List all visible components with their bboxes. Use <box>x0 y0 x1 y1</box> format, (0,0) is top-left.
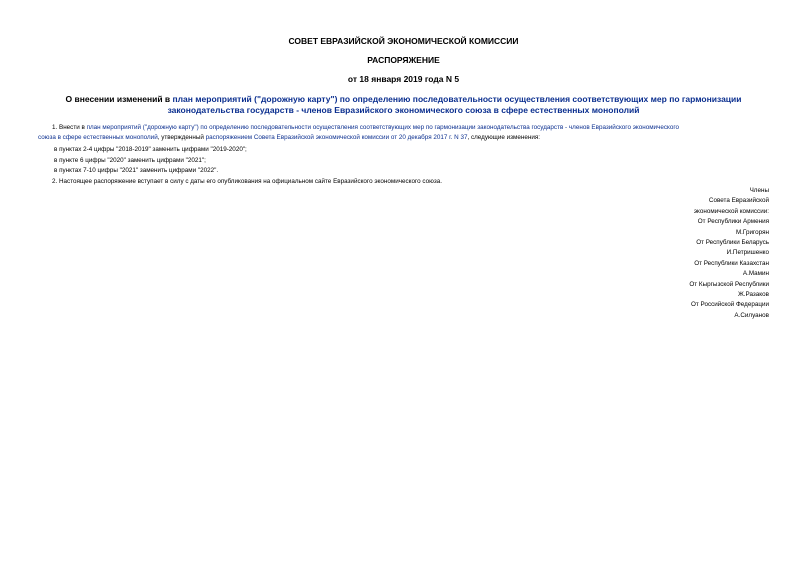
paragraph-1-approved-text: , утвержденный <box>157 134 206 141</box>
signature-line: М.Григорян <box>735 228 769 236</box>
signature-line: И.Петришенко <box>726 249 769 257</box>
signature-line: Совета Евразийской <box>708 197 769 205</box>
subject-prefix: О внесении изменений в <box>65 94 173 104</box>
paragraph-1-line-1 <box>52 123 782 134</box>
paragraph-1-suffix: , следующие изменения: <box>467 134 541 141</box>
signature-line: От Российской Федерации <box>690 301 769 309</box>
paragraph-2: 2. Настоящее распоряжение вступает в силу с даты его опубликования на официальном сайте Евразийского экономического союза. <box>52 178 442 185</box>
document-subject <box>40 94 767 116</box>
signatures-block <box>509 186 769 321</box>
signature-line: От Республики Армения <box>697 218 769 226</box>
subitem-1: в пунктах 2-4 цифры "2018-2019" заменить цифрами "2019-2020"; <box>54 146 247 153</box>
paragraph-1-prefix: 1. Внести в <box>52 124 87 131</box>
plan-link-line-1[interactable]: план мероприятий ("дорожную карту") по определению последовательности осуществления соответствующих мер по гармонизации законодательства государств - членов Евразийского экономического <box>86 124 679 131</box>
signature-line: От Республики Беларусь <box>696 239 769 247</box>
subitem-3: в пунктах 7-10 цифры "2021" заменить цифрами "2022". <box>54 167 219 174</box>
paragraph-1-line-2 <box>38 133 768 144</box>
signature-line: экономической комиссии: <box>693 207 769 215</box>
signature-line: От Республики Казахстан <box>694 259 769 267</box>
signature-line: От Кыргызской Республики <box>689 280 769 288</box>
subject-plan-link[interactable]: план мероприятий ("дорожную карту") по определению последовательности осуществления соответствующих мер по гармонизации законодательства государств - членов Евразийского экономического союза в сфере естественных монополий <box>167 94 742 115</box>
decision-37-link[interactable]: распоряжением Совета Евразийской экономической комиссии от 20 декабря 2017 г. N 37 <box>205 134 468 141</box>
organization-title: СОВЕТ ЕВРАЗИЙСКОЙ ЭКОНОМИЧЕСКОЙ КОМИССИИ <box>288 36 519 46</box>
document-date: от 18 января 2019 года N 5 <box>347 74 460 84</box>
subitem-2: в пункте 6 цифры "2020" заменить цифрами "2021"; <box>54 157 206 164</box>
signature-line: Ж.Разаков <box>737 291 769 299</box>
signature-line: Члены <box>749 187 769 194</box>
signature-line: А.Мамин <box>742 270 769 278</box>
signature-line: А.Силуанов <box>734 311 769 319</box>
plan-link-line-2[interactable]: союза в сфере естественных монополий <box>38 134 158 141</box>
document-type-title: РАСПОРЯЖЕНИЕ <box>367 55 440 65</box>
